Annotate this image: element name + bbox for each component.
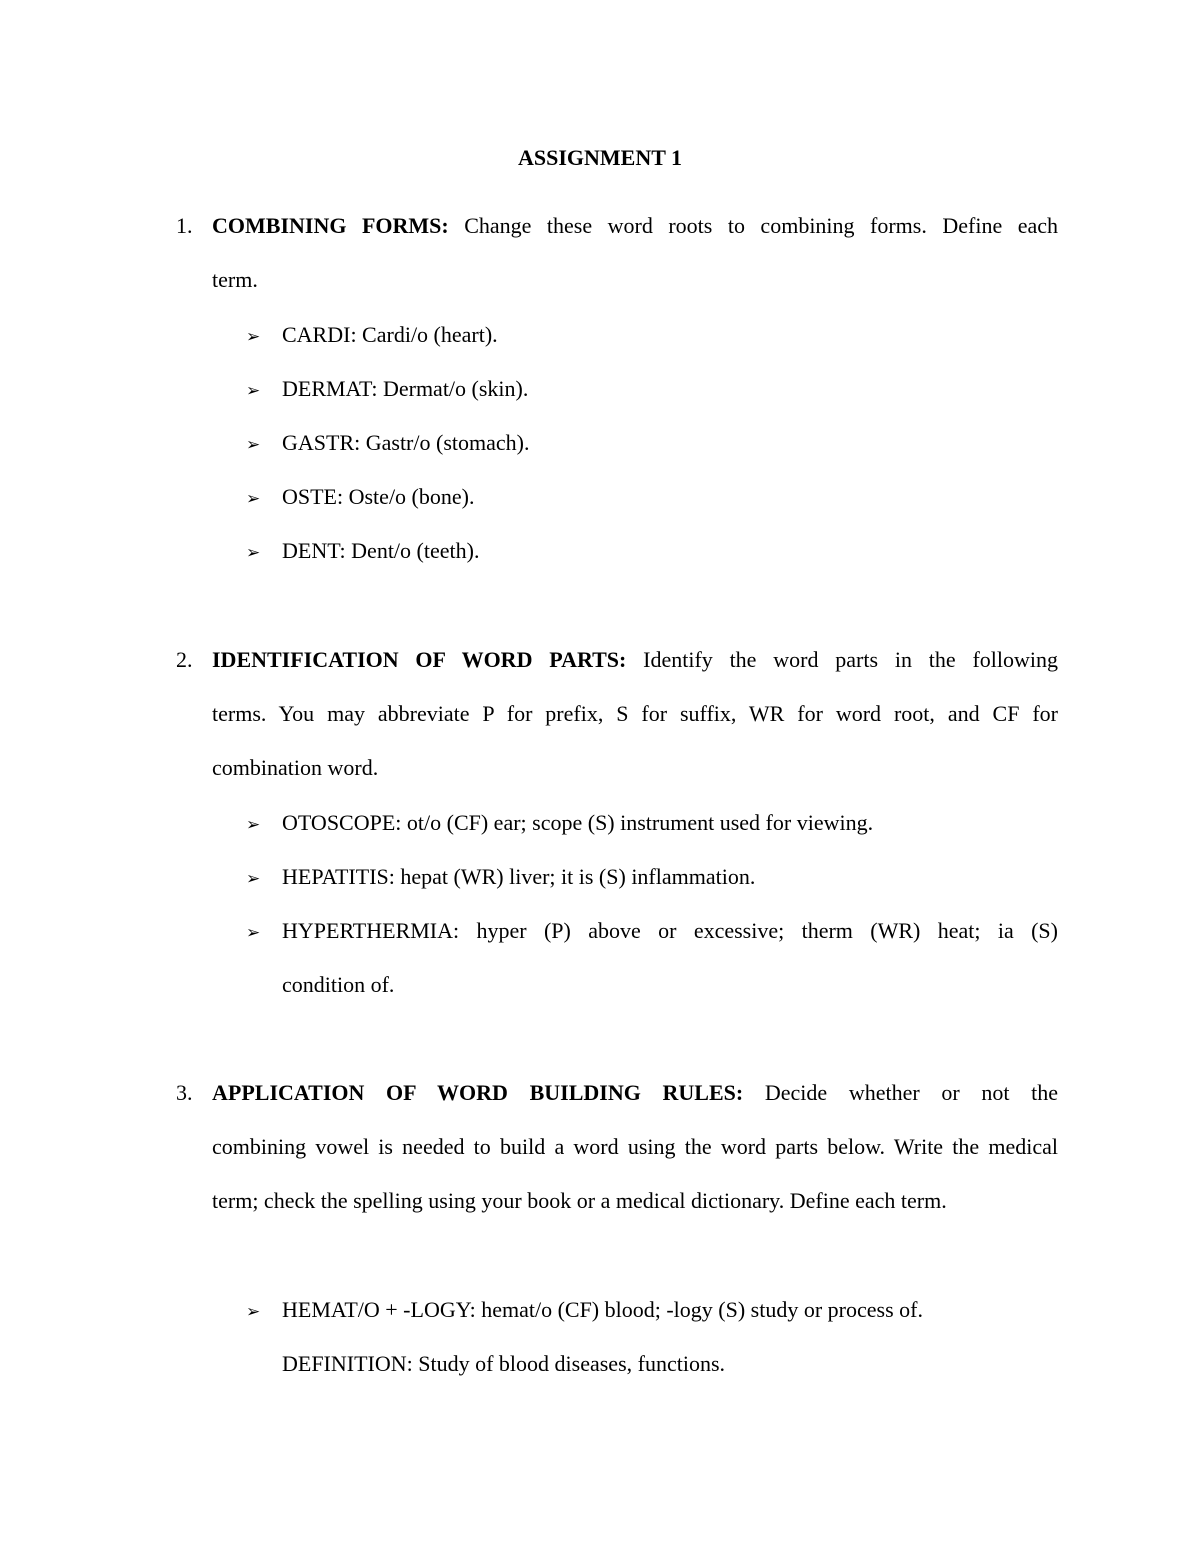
section-2-heading: IDENTIFICATION OF WORD PARTS:: [212, 647, 627, 672]
section-1-heading: COMBINING FORMS:: [212, 213, 449, 238]
section-2-text-2: terms. You may abbreviate P for prefix, S for suffix, WR for word root, and CF for: [212, 701, 1058, 726]
section-3-text-2: combining vowel is needed to build a word using the word parts below. Write the medical: [212, 1134, 1058, 1159]
arrowhead-bullet-icon: ➢: [246, 381, 261, 401]
arrowhead-bullet-icon: ➢: [246, 489, 261, 509]
document-title: ASSIGNMENT 1: [517, 145, 683, 170]
section-3-text-3: term; check the spelling using your book or a medical dictionary. Define each term.: [212, 1188, 947, 1213]
list-item: DERMAT: Dermat/o (skin).: [282, 376, 529, 401]
list-item: OSTE: Oste/o (bone).: [282, 484, 475, 509]
section-2-number: 2.: [176, 647, 193, 672]
section-3-line-1: [212, 1078, 1058, 1108]
list-item: GASTR: Gastr/o (stomach).: [282, 430, 530, 455]
arrowhead-bullet-icon: ➢: [246, 923, 261, 943]
list-item: HEMAT/O + -LOGY: hemat/o (CF) blood; -logy (S) study or process of.: [282, 1297, 923, 1322]
list-item-continuation: condition of.: [282, 972, 395, 997]
list-item: HEPATITIS: hepat (WR) liver; it is (S) inflammation.: [282, 864, 756, 889]
section-2-line-1: [212, 645, 1058, 675]
section-3-heading: APPLICATION OF WORD BUILDING RULES:: [212, 1080, 744, 1105]
definition-text: DEFINITION: Study of blood diseases, functions.: [282, 1351, 726, 1376]
arrowhead-bullet-icon: ➢: [246, 1302, 261, 1322]
arrowhead-bullet-icon: ➢: [246, 327, 261, 347]
list-item: DENT: Dent/o (teeth).: [282, 538, 480, 563]
list-item: HYPERTHERMIA: hyper (P) above or excessive; therm (WR) heat; ia (S): [282, 918, 1058, 943]
section-2-text-1: Identify the word parts in the following: [643, 647, 1058, 672]
arrowhead-bullet-icon: ➢: [246, 543, 261, 563]
section-1-number: 1.: [176, 213, 193, 238]
section-1-text-2: term.: [212, 267, 258, 292]
arrowhead-bullet-icon: ➢: [246, 869, 261, 889]
section-1-text-1: Change these word roots to combining forms. Define each: [464, 213, 1059, 238]
arrowhead-bullet-icon: ➢: [246, 815, 261, 835]
section-3-text-1: Decide whether or not the: [764, 1080, 1058, 1105]
section-3-number: 3.: [176, 1080, 193, 1105]
list-item: CARDI: Cardi/o (heart).: [282, 322, 498, 347]
arrowhead-bullet-icon: ➢: [246, 435, 261, 455]
list-item: OTOSCOPE: ot/o (CF) ear; scope (S) instrument used for viewing.: [282, 810, 874, 835]
section-2-text-3: combination word.: [212, 755, 379, 780]
section-1-line-1: [212, 211, 1058, 241]
